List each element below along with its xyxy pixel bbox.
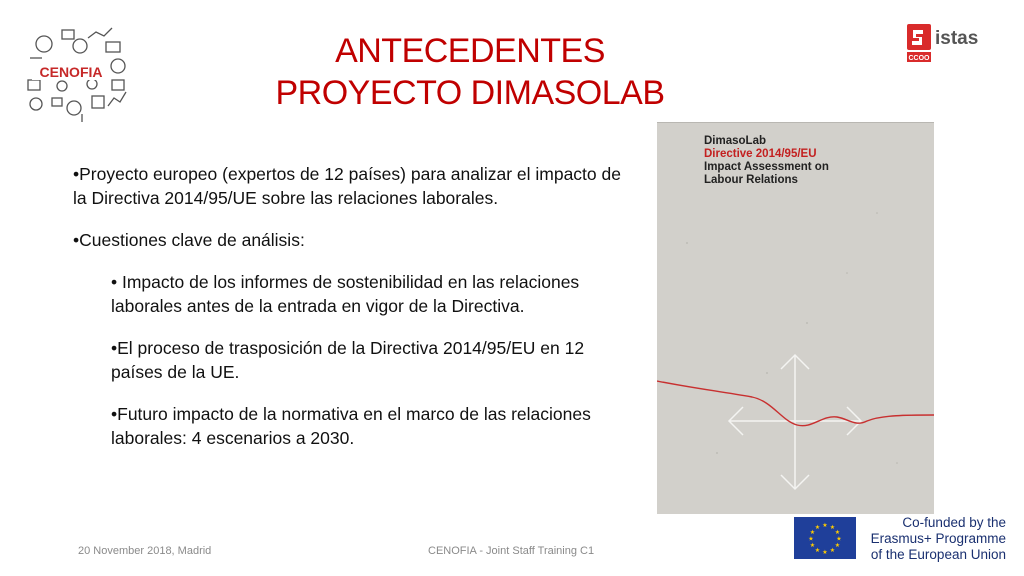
slide-body [73, 162, 633, 468]
svg-text:★: ★ [809, 542, 816, 549]
svg-text:★: ★ [834, 542, 841, 549]
eu-flag-icon [794, 517, 856, 559]
cover-line-1: DimasoLab [704, 135, 766, 147]
svg-text:★: ★ [814, 547, 821, 554]
bullet-key-questions: •Cuestiones clave de análisis: [73, 230, 305, 250]
eu-line-3: of the European Union [870, 547, 1006, 562]
sub-bullet-3: •Futuro impacto de la normativa en el marco de las relaciones laborales: 4 escenarios a 2030. [111, 404, 591, 448]
cover-line-4: Labour Relations [704, 174, 798, 186]
report-cover-image [657, 122, 934, 514]
svg-text:★: ★ [814, 524, 821, 531]
svg-text:★: ★ [829, 524, 836, 531]
svg-text:★: ★ [834, 529, 841, 536]
svg-text:★: ★ [809, 529, 816, 536]
eu-cofunding-text [866, 515, 1006, 563]
cover-line-3: Impact Assessment on [704, 161, 829, 173]
title-line-1: ANTECEDENTES [335, 32, 605, 70]
footer-date: 20 November 2018, Madrid [78, 545, 212, 557]
footer-event: CENOFIA - Joint Staff Training C1 [428, 545, 595, 557]
title-line-2: PROYECTO DIMASOLAB [275, 74, 665, 112]
cover-title [704, 135, 829, 187]
istas-logo [905, 22, 987, 66]
svg-text:★: ★ [836, 535, 842, 543]
svg-text:★: ★ [822, 549, 828, 556]
eu-line-1: Co-funded by the [902, 515, 1006, 530]
sub-bullet-1: • Impacto de los informes de sostenibilidad en las relaciones laborales antes de la entrada en vigor de la Directiva. [111, 272, 580, 316]
svg-text:★: ★ [822, 522, 828, 529]
cover-line-2: Directive 2014/95/EU [704, 148, 817, 160]
bullet-project: •Proyecto europeo (expertos de 12 países) para analizar el impacto de la Directiva 2014/95/UE sobre las relaciones laborales. [73, 164, 621, 208]
sub-bullet-2: •El proceso de trasposición de la Directiva 2014/95/EU en 12 países de la UE. [111, 338, 585, 382]
svg-text:★: ★ [829, 547, 836, 554]
cenofia-logo-text: CENOFIA [39, 64, 103, 80]
istas-text: istas [935, 28, 979, 49]
istas-sub-text: CCOO [908, 55, 930, 62]
cenofia-logo [22, 22, 134, 124]
slide-title [200, 30, 740, 114]
eu-line-2: Erasmus+ Programme [870, 531, 1006, 546]
svg-text:★: ★ [808, 535, 814, 543]
